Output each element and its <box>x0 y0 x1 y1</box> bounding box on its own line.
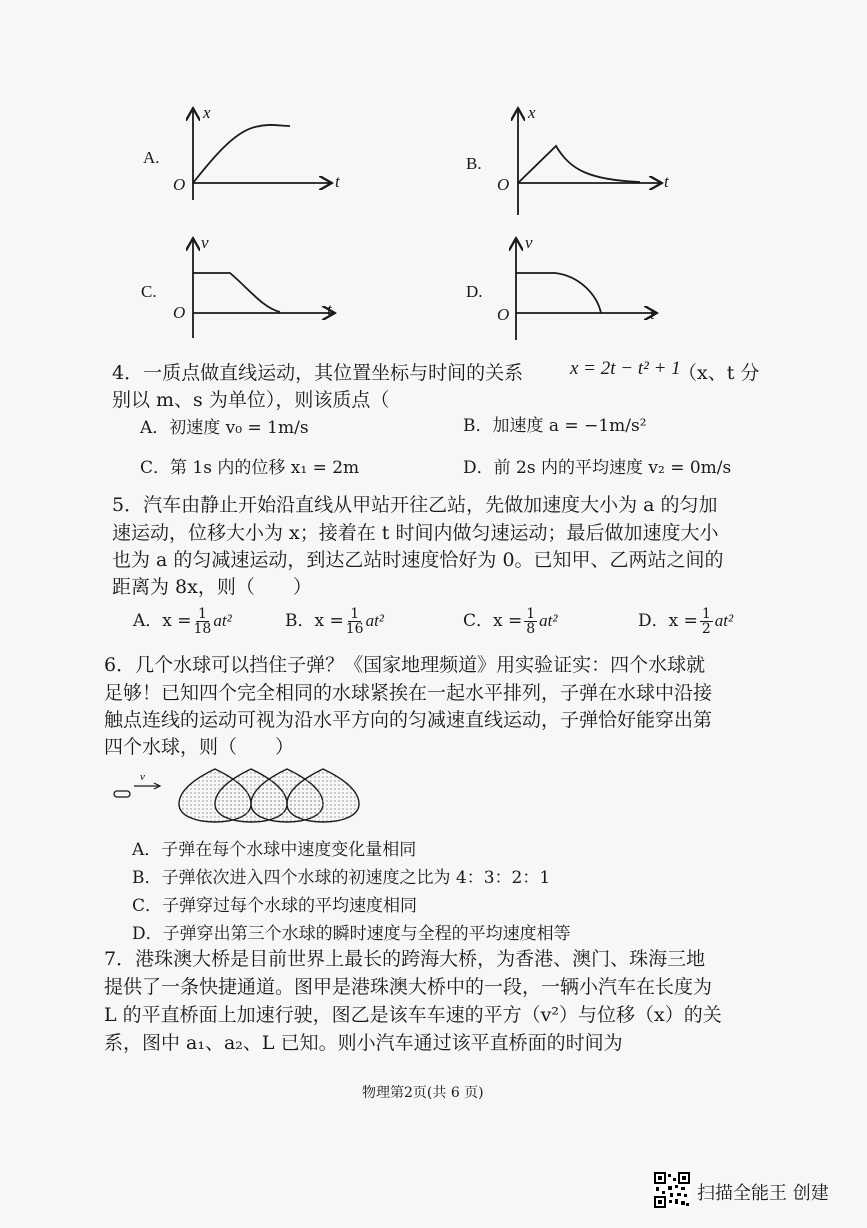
q4-option-a: A．初速度 v₀ = 1m/s <box>140 418 309 438</box>
q5-line3: 也为 a 的匀减速运动，到达乙站时速度恰好为 0。已知甲、乙两站之间的 <box>112 549 724 571</box>
bullet-icon <box>114 791 130 797</box>
velocity-label: v <box>140 771 145 783</box>
q6-line4: 四个水球，则（ ） <box>104 736 295 758</box>
q4-option-c: C．第 1s 内的位移 x₁ = 2m <box>140 458 360 478</box>
q5-line4: 距离为 8x，则（ ） <box>112 576 312 598</box>
graph-d-label: D. <box>466 282 483 301</box>
graph-b-ylabel: x <box>528 103 536 122</box>
q6-option-a: A．子弹在每个水球中速度变化量相同 <box>132 840 417 860</box>
q6-option-b: B．子弹依次进入四个水球的初速度之比为 4：3：2：1 <box>132 868 551 888</box>
graph-c-origin: O <box>173 303 186 322</box>
graph-b-label: B. <box>466 154 482 173</box>
qr-code-icon <box>654 1172 690 1208</box>
graph-b-xlabel: t <box>664 172 669 191</box>
water-balls <box>179 769 359 822</box>
graph-b-origin: O <box>497 175 510 194</box>
q5-line2: 速运动，位移大小为 x；接着在 t 时间内做匀速运动；最后做加速度大小 <box>112 522 719 544</box>
graph-c-label: C. <box>141 282 157 301</box>
q5-option-b: B．x = $\frac{1}{16}$ at² <box>285 606 384 637</box>
q7-line2: 提供了一条快捷通道。图甲是港珠澳大桥中的一段，一辆小汽车在长度为 <box>104 976 713 998</box>
q4-line1-tail: （x、t 分 <box>678 362 760 384</box>
q4-line1: 4．一质点做直线运动，其位置坐标与时间的关系 <box>112 362 524 384</box>
graph-b <box>518 110 660 215</box>
q5-option-c: C．x = $\frac{1}{8}$ at² <box>463 606 558 637</box>
q6-line1: 6．几个水球可以挡住子弹？《国家地理频道》用实验证实：四个水球就 <box>104 654 706 676</box>
graph-a <box>193 110 330 200</box>
graph-d-xlabel: t <box>650 304 655 323</box>
q7-line3: L 的平直桥面上加速行驶，图乙是该车车速的平方（v²）与位移（x）的关 <box>104 1004 722 1026</box>
graph-a-xlabel: t <box>335 172 340 191</box>
q7-line1: 7．港珠澳大桥是目前世界上最长的跨海大桥，为香港、澳门、珠海三地 <box>104 948 706 970</box>
q4-formula: x = 2t − t² + 1 <box>570 358 681 379</box>
graph-d <box>516 240 655 340</box>
graph-c-ylabel: v <box>201 233 209 252</box>
watermark-text: 扫描全能王 创建 <box>697 1183 829 1204</box>
graph-a-label: A. <box>143 148 160 167</box>
q4-line2: 别以 m、s 为单位），则该质点（ <box>112 389 390 411</box>
page-footer: 物理第2页(共 6 页) <box>362 1085 484 1101</box>
graph-d-origin: O <box>497 305 510 324</box>
q6-line3: 触点连线的运动可视为沿水平方向的匀减速直线运动，子弹恰好能穿出第 <box>104 709 713 731</box>
q4-option-d: D．前 2s 内的平均速度 v₂ = 0m/s <box>463 458 732 478</box>
water-balls-figure <box>110 764 370 824</box>
q6-option-c: C．子弹穿过每个水球的平均速度相同 <box>132 896 418 916</box>
graph-c <box>193 240 333 338</box>
graph-c-xlabel: t <box>327 300 332 319</box>
q6-line2: 足够！已知四个完全相同的水球紧挨在一起水平排列，子弹在水球中沿接 <box>104 682 713 704</box>
q6-option-d: D．子弹穿出第三个水球的瞬时速度与全程的平均速度相等 <box>132 924 571 944</box>
graph-a-origin: O <box>173 175 186 194</box>
velocity-arrow-icon <box>134 783 160 789</box>
q5-option-d: D．x = $\frac{1}{2}$ at² <box>638 606 734 637</box>
q5-line1: 5．汽车由静止开始沿直线从甲站开往乙站，先做加速度大小为 a 的匀加 <box>112 494 718 516</box>
option-graphs <box>0 0 867 340</box>
q7-line4: 系，图中 a₁、a₂、L 已知。则小汽车通过该平直桥面的时间为 <box>104 1032 623 1054</box>
graph-d-ylabel: v <box>525 233 533 252</box>
graph-a-ylabel: x <box>203 103 211 122</box>
q4-option-b: B．加速度 a = −1m/s² <box>463 416 647 436</box>
q5-option-a: A．x = $\frac{1}{18}$ at² <box>133 606 232 637</box>
